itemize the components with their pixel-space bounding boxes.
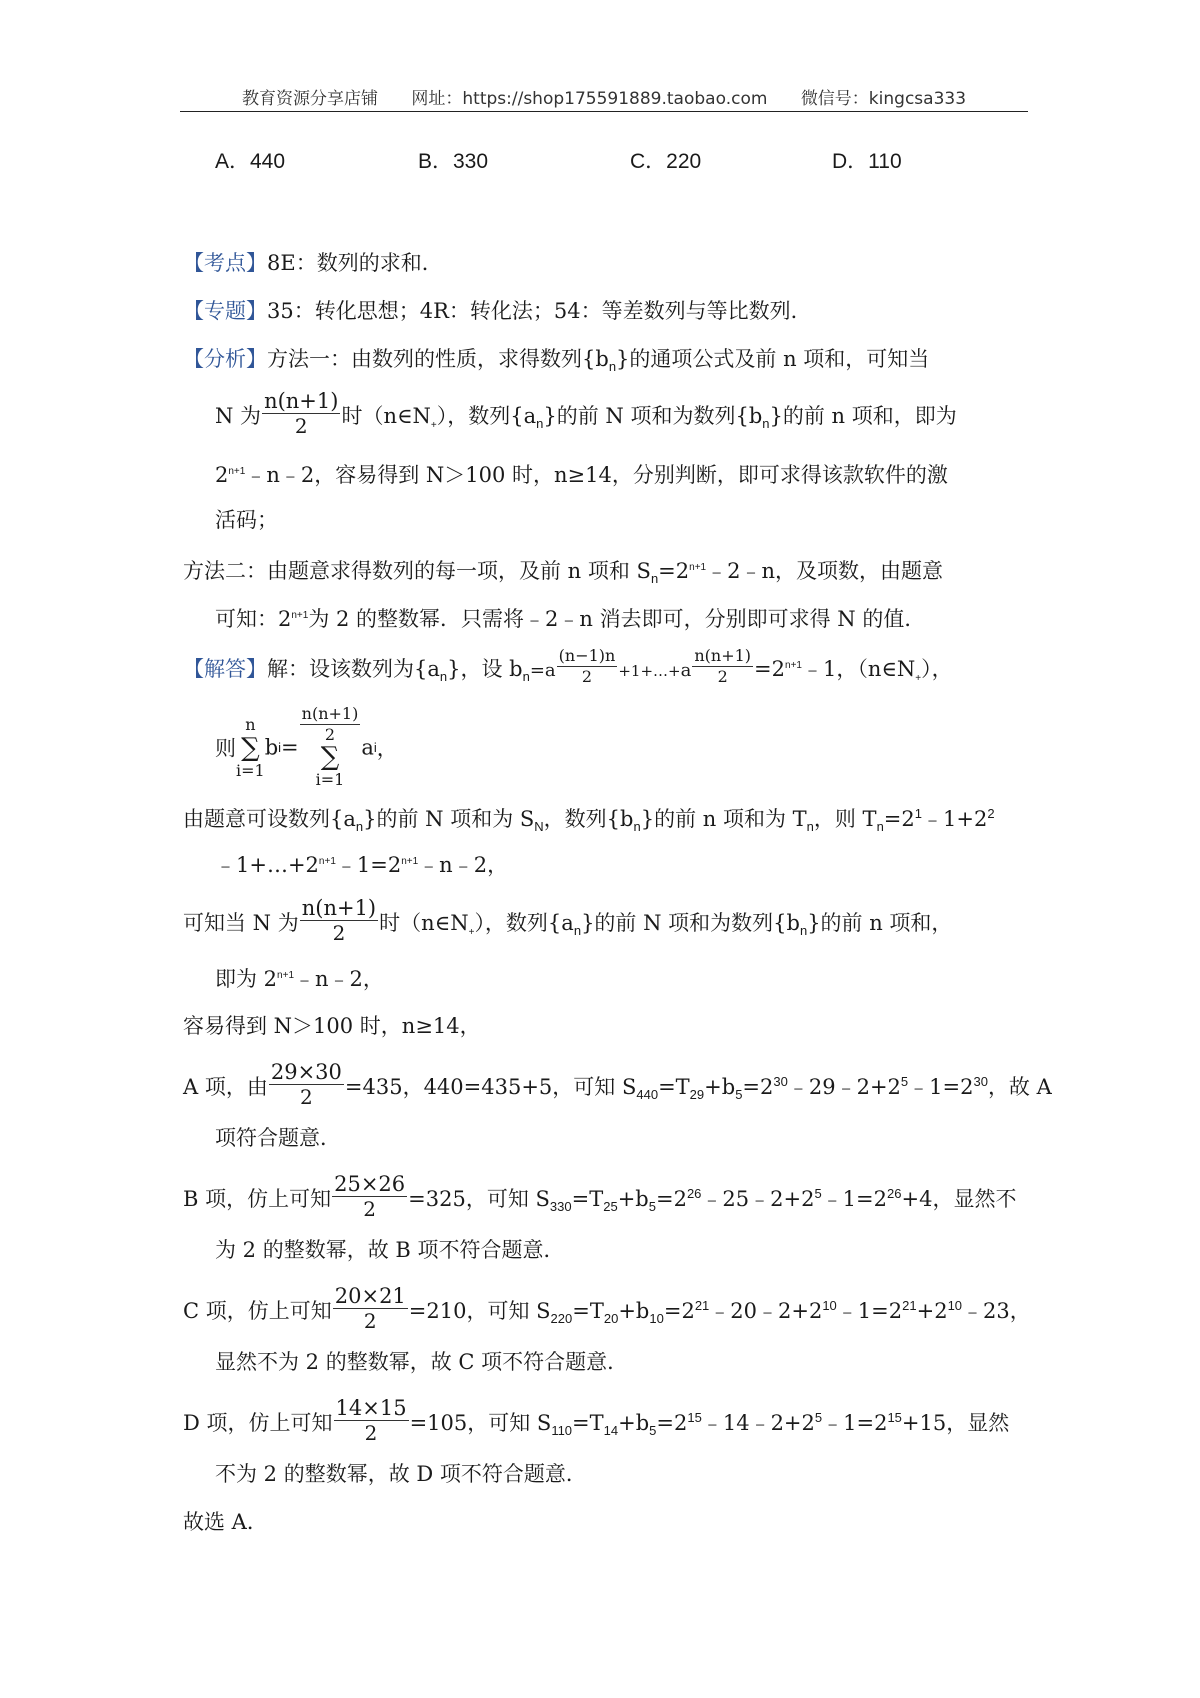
- jieda-text: 则: [215, 736, 236, 761]
- sup-10: 10: [947, 1298, 963, 1313]
- jieda-line-3: [183, 800, 995, 841]
- math-text: ﹣1=2: [335, 853, 402, 877]
- jieda-text: =105，可知 S: [409, 1411, 552, 1435]
- fenxi-line-4: [215, 506, 278, 534]
- jieda-text: 为 2 的整数幂，故 B 项不符合题意．: [215, 1238, 565, 1262]
- fenxi-text: 方法一：由数列的性质，求得数列{b: [267, 347, 609, 371]
- sub-n: n: [799, 923, 808, 939]
- math-text: ﹣23，: [962, 1299, 1031, 1323]
- frac-den: 2: [332, 921, 346, 945]
- sub-5: 5: [648, 1199, 656, 1215]
- item-d-line-1: [183, 1396, 1010, 1449]
- fraction-nn1-over-2: [262, 389, 340, 438]
- jieda-text: ，则 T: [813, 807, 877, 831]
- frac-num: n(n+1): [301, 704, 359, 723]
- header-divider: [180, 111, 1028, 112]
- jieda-text: }的前 n 项和为 T: [640, 807, 807, 831]
- fraction-20x21-over-2: [333, 1284, 408, 1333]
- jieda-text: 即为 2: [215, 967, 278, 991]
- math-dots: +…+: [640, 662, 681, 680]
- fenxi-text: }的前 n 项和，即为: [769, 404, 957, 428]
- sup-26: 26: [887, 1186, 902, 1201]
- option-d: D．110: [832, 150, 902, 173]
- sub-plus: +: [430, 420, 437, 432]
- frac-den: 2: [364, 1421, 378, 1445]
- jieda-text: ﹣1+…+2: [215, 853, 319, 877]
- sup-5: 5: [814, 1186, 822, 1201]
- sub-i: i: [373, 740, 377, 755]
- math-text: =T: [572, 1411, 604, 1435]
- sum-top: n: [245, 714, 256, 734]
- fenxi-text: ﹣n﹣2，容易得到 N＞100 时，n≥14，分别判断，即可求得该款软件的激: [245, 463, 948, 487]
- sup-30: 30: [973, 1074, 988, 1089]
- header-url: 网址：https://shop175591889.taobao.com: [411, 89, 768, 109]
- option-c: C．220: [630, 150, 702, 173]
- math-eq2: =2: [742, 1075, 774, 1099]
- math-eq2: =2: [883, 807, 915, 831]
- jieda-text: }的前 n 项和，: [807, 911, 953, 935]
- sum-bot: i=1: [236, 760, 265, 780]
- page-header: [180, 84, 1028, 109]
- jieda-text: 可知当 N 为: [183, 911, 299, 935]
- sub-n: n: [762, 416, 770, 432]
- sub-n: n: [439, 669, 448, 685]
- math-text: +15，显然: [901, 1411, 1010, 1435]
- sup-10: 10: [822, 1298, 837, 1313]
- math-eq2: =2: [655, 1187, 687, 1211]
- math-text: ﹣1=2: [836, 1299, 903, 1323]
- math-text: ﹣1=2: [822, 1411, 888, 1435]
- sub-n: n: [876, 819, 884, 835]
- math-text: ﹣25﹣2+2: [701, 1187, 815, 1211]
- jieda-text: ），: [921, 657, 953, 681]
- frac-num: n(n+1): [264, 389, 339, 413]
- frac-den: 2: [363, 1309, 377, 1333]
- math-text: +b: [617, 1187, 649, 1211]
- header-shop: 教育资源分享店铺: [241, 89, 378, 109]
- math-text: ﹣1+2: [922, 807, 988, 831]
- sup-15: 15: [887, 1410, 902, 1425]
- tag-zhuanti: 【专题】: [183, 299, 267, 323]
- math-text: ﹣n﹣2，: [418, 853, 509, 877]
- sup-n1: n+1: [228, 466, 246, 477]
- final-answer: [183, 1508, 268, 1536]
- jieda-line-4: [215, 848, 508, 879]
- math-text: +b: [704, 1075, 736, 1099]
- sum-bot: i=1: [315, 770, 345, 789]
- fraction-14x15-over-2: [334, 1396, 409, 1445]
- jieda-text: 项符合题意．: [215, 1126, 341, 1150]
- option-a: A．440: [215, 150, 286, 173]
- sup-n1: n+1: [401, 856, 419, 867]
- sub-n: n: [355, 819, 364, 835]
- jieda-text: 由题意可设数列{a: [183, 807, 356, 831]
- fenxi-text: ），数列{a: [436, 404, 537, 428]
- sub-25: 25: [603, 1199, 618, 1215]
- kaodian-line: [183, 249, 443, 277]
- fenxi-line-1: [183, 345, 929, 381]
- jieda-text: 不为 2 的整数幂，故 D 项不符合题意．: [215, 1462, 587, 1486]
- sum-icon: ∑: [241, 732, 260, 763]
- jieda-line-7: [183, 1012, 481, 1040]
- sub-i: i: [278, 740, 282, 755]
- sup-21: 21: [902, 1298, 917, 1313]
- math-text: =T: [571, 1187, 604, 1211]
- jieda-text: 解：设该数列为{a: [267, 657, 440, 681]
- sub-n: n: [522, 669, 530, 685]
- sub-N: N: [534, 819, 544, 835]
- frac-den: 2: [581, 667, 593, 686]
- sub-14: 14: [603, 1423, 619, 1439]
- sub-n: n: [806, 819, 814, 835]
- sub-5: 5: [649, 1423, 657, 1439]
- math-text: =T: [658, 1075, 690, 1099]
- item-c-line-2: [215, 1348, 628, 1376]
- jieda-line-5: [183, 896, 953, 949]
- jieda-text: B 项，仿上可知: [183, 1187, 332, 1211]
- sub-330: 330: [549, 1199, 572, 1215]
- jieda-text: C 项，仿上可知: [183, 1299, 332, 1323]
- kaodian-text: 8E：数列的求和．: [267, 251, 443, 275]
- jieda-text: }的前 N 项和为 S: [363, 807, 535, 831]
- frac-num: 25×26: [334, 1172, 406, 1196]
- sub-n: n: [536, 416, 544, 432]
- math-eq2: =2: [663, 1299, 695, 1323]
- sup-n1: n+1: [785, 660, 802, 671]
- jieda-text: 容易得到 N＞100 时，n≥14，: [183, 1014, 481, 1038]
- sub-5: 5: [735, 1087, 743, 1103]
- math-a: a: [680, 660, 692, 681]
- m2-text: 方法二：由题意求得数列的每一项，及前 n 项和 S: [183, 559, 651, 583]
- fraction-nn1-over-2: [692, 646, 753, 687]
- math-eq2: =2: [658, 559, 690, 583]
- item-b-line-1: [183, 1172, 1017, 1225]
- frac-den: 2: [363, 1197, 376, 1221]
- sup-n1: n+1: [689, 562, 707, 573]
- jieda-text: }的前 N 项和为数列{b: [581, 911, 800, 935]
- frac-num: (n−1)n: [558, 646, 616, 665]
- math-eq2: =2: [656, 1411, 688, 1435]
- fenxi-text: 时（n∈N: [341, 404, 431, 428]
- sub-n: n: [608, 359, 617, 375]
- math-text: ﹣20﹣2+2: [709, 1299, 823, 1323]
- fenxi-text: 活码；: [215, 508, 278, 532]
- header-wechat: 微信号：kingcsa333: [800, 89, 967, 109]
- sup-n1: n+1: [291, 610, 309, 621]
- sum-left: [236, 714, 265, 782]
- fenxi-line-3: [215, 458, 948, 489]
- sup-n1: n+1: [277, 970, 295, 981]
- fenxi-text: }的前 N 项和为数列{b: [543, 404, 763, 428]
- math-comma: ，: [376, 736, 398, 761]
- fraction-nn1-over-2: [300, 896, 378, 945]
- math-b: b: [264, 735, 279, 760]
- item-a-line-1: [183, 1060, 1052, 1113]
- fraction-29x30-over-2: [269, 1060, 344, 1109]
- sub-220: 220: [550, 1311, 573, 1327]
- sub-plus: +: [468, 927, 475, 939]
- jieda-text: =325，可知 S: [408, 1187, 550, 1211]
- sub-10: 10: [649, 1311, 664, 1327]
- sup-2: 2: [987, 806, 995, 821]
- jieda-text: ），数列{a: [474, 911, 574, 935]
- jieda-text: }，设 b: [447, 657, 523, 681]
- frac-num: 29×30: [270, 1060, 342, 1084]
- jieda-text: D 项，仿上可知: [183, 1411, 333, 1435]
- sup-5: 5: [814, 1410, 823, 1425]
- method2-line-1: [183, 554, 943, 593]
- m2-text: ﹣2﹣n，及项数，由题意: [706, 559, 943, 583]
- sub-110: 110: [551, 1423, 573, 1439]
- jieda-sum-line: [215, 704, 398, 791]
- item-d-line-2: [215, 1460, 587, 1488]
- jieda-text: =210，可知 S: [408, 1299, 551, 1323]
- jieda-text: A 项，由: [183, 1075, 268, 1099]
- jieda-line-1: 【解答】解：设该数列为$\{a_n\}$，设 $b_n=a$ $\frac{(n-1)n}{2}$ +1+…+a $\frac{n(n+1)}{2}$ $=2^{n+1}﹣1$，$(n\in N_+)$，: [183, 646, 953, 686]
- item-c-line-1: C 项，仿上可知 $\frac{20\times 21}{2}$ =210，可知 $S_{220}=T_{20}+b_{10}=2^{21}﹣20﹣2+2^{10}﹣1=2^{21}+2^{10}﹣23$，: [183, 1284, 1031, 1333]
- frac-num: n(n+1): [694, 646, 752, 665]
- frac-den: 2: [717, 667, 728, 686]
- math-text: +4，显然不: [901, 1187, 1017, 1211]
- method2-line-2: [215, 602, 925, 633]
- jieda-text: 显然不为 2 的整数幂，故 C 项不符合题意．: [215, 1350, 629, 1374]
- frac-den: 2: [324, 725, 336, 744]
- math-text: ﹣14﹣2+2: [701, 1411, 815, 1435]
- math-a: a: [361, 735, 374, 760]
- frac-num: 20×21: [334, 1284, 406, 1308]
- sub-n: n: [633, 819, 641, 835]
- item-a-line-2: [215, 1124, 341, 1152]
- math-text: +b: [618, 1299, 650, 1323]
- fraction-n1n-over-2: [557, 646, 618, 687]
- frac-den: 2: [294, 414, 308, 438]
- sum-icon: ∑: [320, 742, 340, 772]
- math-text: ，故 A: [987, 1075, 1052, 1099]
- math-plus1: +1: [618, 662, 641, 680]
- math-text: =T: [572, 1299, 604, 1323]
- math-text: ﹣1=2: [908, 1075, 974, 1099]
- tag-jieda: 【解答】: [183, 657, 267, 681]
- sub-plus: +: [915, 673, 922, 685]
- fenxi-text: N 为: [215, 404, 262, 428]
- jieda-text: ，数列{b: [543, 807, 634, 831]
- math-2: 2: [215, 463, 229, 487]
- jieda-text: 时（n∈N: [379, 911, 469, 935]
- frac-num: n(n+1): [301, 896, 377, 920]
- sup-30: 30: [773, 1074, 788, 1089]
- fenxi-line-2: [215, 389, 957, 442]
- sup-21: 21: [694, 1298, 710, 1313]
- m2-text: 可知：2: [215, 607, 292, 631]
- jieda-line-6: [215, 962, 384, 993]
- sup-26: 26: [686, 1186, 702, 1201]
- sub-29: 29: [689, 1087, 705, 1103]
- math-text: +b: [618, 1411, 650, 1435]
- m2-text: 为 2 的整数幂．只需将﹣2﹣n 消去即可，分别即可求得 N 的值．: [308, 607, 926, 631]
- math-eq2: =2: [754, 657, 786, 681]
- tag-fenxi: 【分析】: [183, 347, 267, 371]
- item-b-line-2: [215, 1236, 565, 1264]
- sub-440: 440: [636, 1087, 659, 1103]
- jieda-text: =435，440=435+5，可知 S: [344, 1075, 637, 1099]
- sup-5: 5: [900, 1074, 909, 1089]
- sup-n1: n+1: [318, 856, 336, 867]
- frac-num: 14×15: [335, 1396, 407, 1420]
- sup-15: 15: [687, 1410, 702, 1425]
- sub-n: n: [650, 571, 659, 587]
- sum-right: [299, 704, 362, 791]
- option-b: B．330: [418, 150, 489, 173]
- math-text: ﹣29﹣2+2: [787, 1075, 901, 1099]
- frac-den: 2: [300, 1085, 313, 1109]
- sup-1: 1: [914, 806, 922, 821]
- math-text: ﹣1=2: [821, 1187, 888, 1211]
- jieda-text: 故选 A．: [183, 1510, 268, 1534]
- zhuanti-text: 35：转化思想；4R：转化法；54：等差数列与等比数列．: [267, 299, 812, 323]
- fraction-25x26-over-2: [332, 1172, 407, 1221]
- sub-n: n: [573, 923, 582, 939]
- jieda-text: ﹣1，（n∈N: [801, 657, 916, 681]
- sub-20: 20: [603, 1311, 619, 1327]
- math-eq: =: [281, 735, 299, 760]
- jieda-text: ﹣n﹣2，: [294, 967, 384, 991]
- zhuanti-line: [183, 297, 812, 325]
- fenxi-text: }的通项公式及前 n 项和，可知当: [616, 347, 930, 371]
- tag-kaodian: 【考点】: [183, 251, 267, 275]
